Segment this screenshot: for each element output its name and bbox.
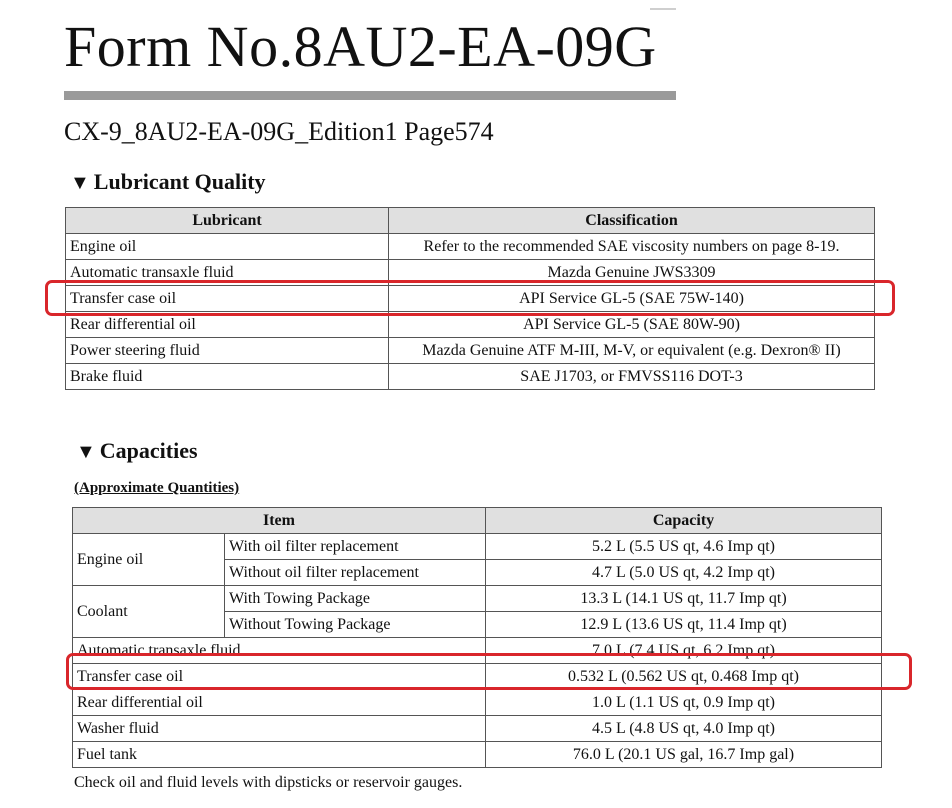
lubricant-cell: Power steering fluid — [66, 338, 389, 364]
corner-mark — [650, 8, 676, 10]
table-row — [66, 364, 875, 390]
subtitle: CX-9_8AU2-EA-09G_Edition1 Page574 — [64, 117, 494, 146]
capacity-cell: 12.9 L (13.6 US qt, 11.4 Imp qt) — [486, 612, 882, 638]
highlight-transfer-case-lubricant — [45, 280, 895, 316]
capacity-cell: 13.3 L (14.1 US qt, 11.7 Imp qt) — [486, 586, 882, 612]
item-sub-cell: Without oil filter replacement — [225, 560, 486, 586]
lubricant-heading — [70, 168, 266, 197]
lubricant-cell: Transfer case oil — [66, 286, 389, 312]
item-cell: Rear differential oil — [73, 690, 486, 716]
column-header-capacity: Capacity — [486, 508, 882, 534]
capacity-cell: 5.2 L (5.5 US qt, 4.6 Imp qt) — [486, 534, 882, 560]
footnote: Check oil and fluid levels with dipsticks or reservoir gauges. — [74, 774, 463, 791]
table-row — [73, 586, 882, 612]
item-cell: Fuel tank — [73, 742, 486, 768]
classification-cell: Mazda Genuine JWS3309 — [389, 260, 875, 286]
highlight-transfer-case-capacity — [66, 653, 912, 690]
classification-cell: API Service GL-5 (SAE 80W-90) — [389, 312, 875, 338]
capacity-cell: 4.5 L (4.8 US qt, 4.0 Imp qt) — [486, 716, 882, 742]
capacity-cell: 76.0 L (20.1 US gal, 16.7 Imp gal) — [486, 742, 882, 768]
table-header-row — [73, 508, 882, 534]
table-row — [73, 716, 882, 742]
item-group-coolant: Coolant — [73, 586, 225, 638]
column-header-lubricant: Lubricant — [66, 208, 389, 234]
table-row — [66, 338, 875, 364]
classification-cell: API Service GL-5 (SAE 75W-140) — [389, 286, 875, 312]
title-rule — [64, 91, 676, 100]
item-sub-cell: Without Towing Package — [225, 612, 486, 638]
lubricant-heading-text: Lubricant Quality — [93, 169, 266, 194]
lubricant-cell: Rear differential oil — [66, 312, 389, 338]
item-sub-cell: With Towing Package — [225, 586, 486, 612]
lubricant-cell: Engine oil — [66, 234, 389, 260]
item-sub-cell: With oil filter replacement — [225, 534, 486, 560]
table-row — [66, 234, 875, 260]
table-row — [73, 534, 882, 560]
triangle-down-icon: ▼ — [76, 441, 96, 463]
classification-cell: SAE J1703, or FMVSS116 DOT-3 — [389, 364, 875, 390]
table-header-row — [66, 208, 875, 234]
table-row — [73, 742, 882, 768]
item-cell: Transfer case oil — [73, 664, 486, 690]
item-cell: Washer fluid — [73, 716, 486, 742]
item-group-engine-oil: Engine oil — [73, 534, 225, 586]
table-row — [73, 690, 882, 716]
capacities-heading-text: Capacities — [99, 438, 198, 463]
capacities-heading — [76, 437, 198, 466]
capacity-cell: 1.0 L (1.1 US qt, 0.9 Imp qt) — [486, 690, 882, 716]
capacity-cell: 7.0 L (7.4 US qt, 6.2 Imp qt) — [486, 638, 882, 664]
capacity-cell: 4.7 L (5.0 US qt, 4.2 Imp qt) — [486, 560, 882, 586]
column-header-item: Item — [73, 508, 486, 534]
item-cell: Automatic transaxle fluid — [73, 638, 486, 664]
lubricant-cell: Brake fluid — [66, 364, 389, 390]
triangle-down-icon: ▼ — [70, 172, 90, 194]
lubricant-cell: Automatic transaxle fluid — [66, 260, 389, 286]
classification-cell: Mazda Genuine ATF M-III, M-V, or equivalent (e.g. Dexron® II) — [389, 338, 875, 364]
classification-cell: Refer to the recommended SAE viscosity numbers on page 8-19. — [389, 234, 875, 260]
capacities-subheading: (Approximate Quantities) — [74, 480, 240, 496]
form-title: Form No.8AU2-EA-09G — [64, 14, 657, 79]
capacities-table — [72, 507, 882, 768]
column-header-classification: Classification — [389, 208, 875, 234]
capacity-cell: 0.532 L (0.562 US qt, 0.468 Imp qt) — [486, 664, 882, 690]
